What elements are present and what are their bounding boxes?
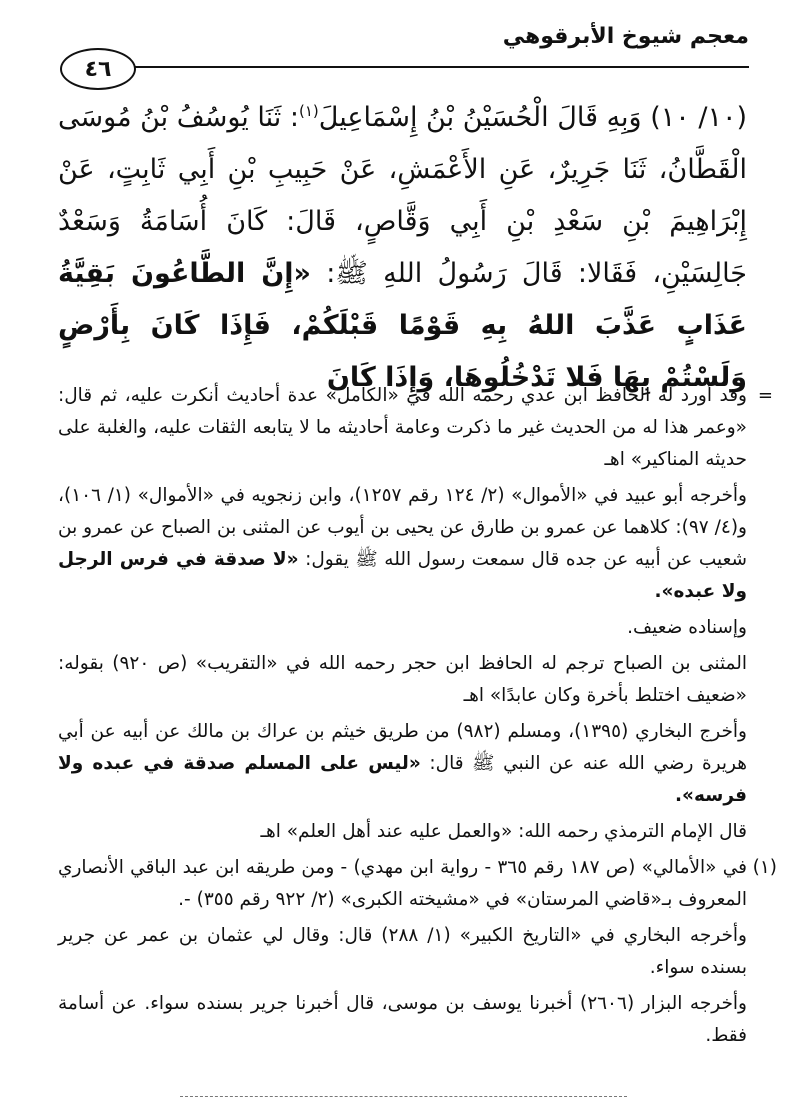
continuation-mark: = xyxy=(757,385,773,406)
header-rule xyxy=(130,66,749,68)
footnote-text: قال الإمام الترمذي رحمه الله: «والعمل عليه عند أهل العلم» اهـ xyxy=(260,821,747,842)
footnote-hadith: «ليس على المسلم صدقة في عبده ولا فرسه». xyxy=(58,753,747,806)
footnotes xyxy=(58,380,777,1080)
footnote-continuation xyxy=(58,380,773,476)
footnote-text: وإسناده ضعيف. xyxy=(627,617,747,638)
footnote-text: وأخرجه البزار (٢٦٠٦) أخبرنا يوسف بن موسى، قال أخبرنا جرير بسنده سواء. عن أسامة فقط. xyxy=(58,993,747,1046)
footnote-text xyxy=(58,716,747,812)
footnote-number: (١) xyxy=(752,857,777,878)
hadith-isnad-start: (١٠/ ١٠) وَبِهِ قَالَ الْحُسَيْنُ بْنُ إِسْمَاعِيلَ xyxy=(318,102,747,133)
footnote-text: في «الأمالي» (ص ١٨٧ رقم ٣٦٥ - رواية ابن مهدي) - ومن طريقه ابن عبد الباقي الأنصاري المعروف بـ«قاضي المرستان» في «مشيخته الكبرى» (٢/ ٩٢٢ رقم ٣٥٥) -. xyxy=(58,857,747,910)
running-title: معجم شيوخ الأبرقوهي xyxy=(502,24,749,49)
page-header xyxy=(60,20,749,80)
footnote-text-part: وأخرجه أبو عبيد في «الأموال» (٢/ ١٢٤ رقم ١٢٥٧)، وابن زنجويه في «الأموال» (١/ ١٠٦)، و(٤/ ٩٧): كلاهما عن عمرو بن طارق عن يحيى بن أيوب عن المثنى بن الصباح عن عمرو بن شعيب عن أبيه عن جده قال سمعت رسول الله ﷺ يقول: xyxy=(58,485,748,570)
hadith-matn: «إِنَّ الطَّاعُونَ بَقِيَّةُ عَذَابٍ عَذَّبَ اللهُ بِهِ قَوْمًا قَبْلَكُمْ، فَإِذَا كَانَ بِأَرْضٍ وَلَسْتُمْ بِهَا فَلا تَدْخُلُوهَا، وَإِذَا كَانَ xyxy=(58,258,747,393)
footnote-text: وأخرجه البخاري في «التاريخ الكبير» (١/ ٢٨٨) قال: وقال لي عثمان بن عمر عن جرير بسنده سواء. xyxy=(58,925,747,978)
footnote-ref: (١) xyxy=(299,102,319,120)
footnote-1 xyxy=(58,852,777,916)
hadith-paragraph xyxy=(58,92,747,404)
footnote-text xyxy=(58,480,747,608)
main-text xyxy=(58,92,747,393)
footnote-text: وقد أورد له الحافظ ابن عدي رحمه الله في «الكامل» عدة أحاديث أنكرت عليه، ثم قال: «وعمر هذا له من الحديث غير ما ذكرت وعامة أحاديثه ما لا يتابعه الثقات عليه، والغلبة على حديثه المناكير» اهـ xyxy=(58,385,747,470)
page-number: ٤٦ xyxy=(60,48,136,90)
hadith-isnad: : ثَنَا يُوسُفُ بْنُ مُوسَى الْقَطَّانُ، ثَنَا جَرِيرٌ، عَنِ الأَعْمَشِ، عَنْ حَبِيبِ بْنِ أَبِي ثَابِتٍ، عَنْ إِبْرَاهِيمَ بْنِ سَعْدِ بْنِ أَبِي وَقَّاصٍ، قَالَ: كَانَ أُسَامَةُ وَسَعْدٌ جَالِسَيْنِ، فَقَالا: قَالَ رَسُولُ اللهِ ﷺ: xyxy=(58,102,747,289)
footnote-hadith: «لا صدقة في فرس الرجل ولا عبده». xyxy=(58,549,747,602)
footnote-text: المثنى بن الصباح ترجم له الحافظ ابن حجر رحمه الله في «التقريب» (ص ٩٢٠) بقوله: «ضعيف اختلط بأخرة وكان عابدًا» اهـ xyxy=(58,653,747,706)
bottom-rule xyxy=(180,1096,627,1097)
footnote-text-part: وأخرج البخاري (١٣٩٥)، ومسلم (٩٨٢) من طريق خيثم بن عراك بن مالك عن أبيه عن أبي هريرة رضي الله عنه عن النبي ﷺ قال: xyxy=(58,721,747,774)
